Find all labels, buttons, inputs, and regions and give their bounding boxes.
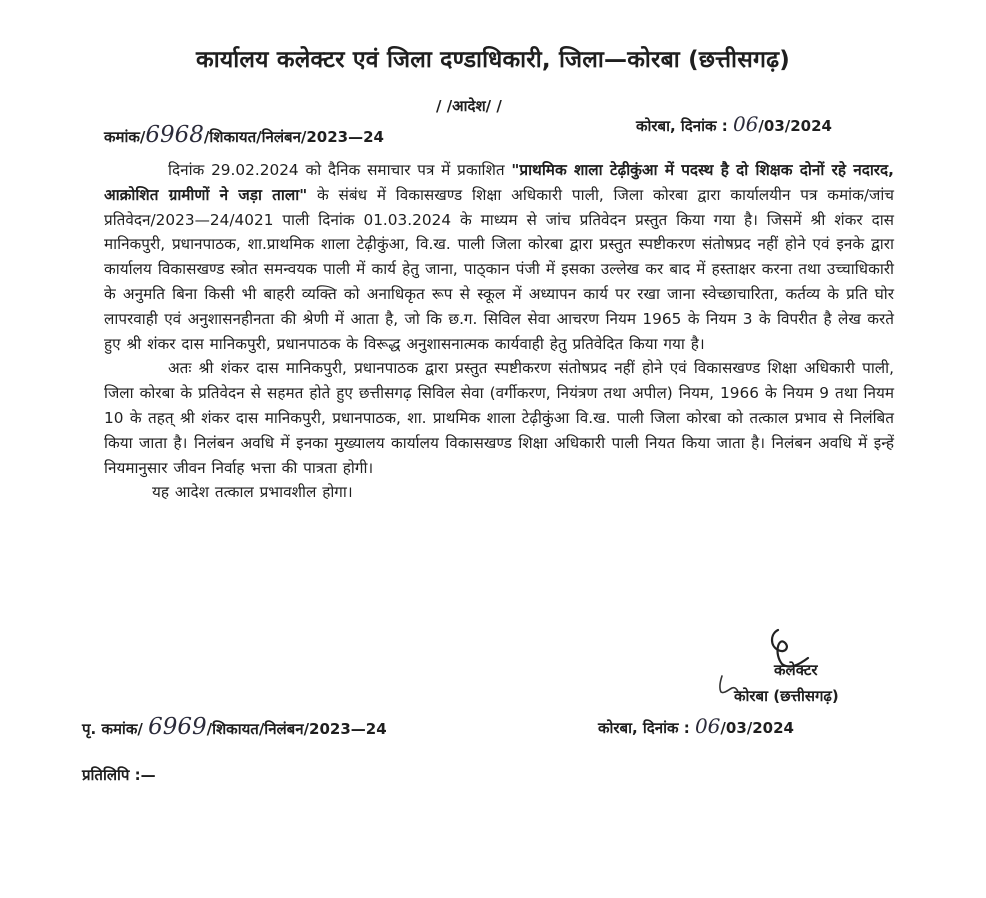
handwritten-endorsement-day: 06 xyxy=(694,714,721,738)
endorsement-date xyxy=(598,714,794,738)
order-reference xyxy=(104,122,384,148)
date-prefix: कोरबा, दिनांक : xyxy=(636,117,728,135)
endorsement-suffix: /शिकायत/निलंबन/2023—24 xyxy=(206,720,387,738)
handwritten-endorsement-number: 6969 xyxy=(148,714,207,740)
reference-prefix: कमांक/ xyxy=(104,128,146,146)
order-body xyxy=(104,158,894,505)
endorsement-date-rest: /03/2024 xyxy=(720,719,794,737)
order-date xyxy=(636,112,832,136)
copy-to-label: प्रतिलिपि :— xyxy=(82,766,156,784)
paragraph-1-details: के संबंध में विकासखण्ड शिक्षा अधिकारी पाली, जिला कोरबा द्वारा कार्यालयीन पत्र कमांक/जांच प्रतिवेदन/2023—24/4021 पाली दिनांक 01.03.2024 के माध्यम से जांच प्रतिवेदन प्रस्तुत किया गया है। जिसमें श्री शंकर दास मानिकपुरी, प्रधानपाठक, शा.प्राथमिक शाला टेढ़ीकुंआ, वि.ख. पाली जिला कोरबा द्वारा प्रस्तुत स्पष्टीकरण संतोषप्रद नहीं होने एवं इनके द्वारा कार्यालय विकासखण्ड स्त्रोत समन्वयक पाली में कार्य हेतु जाना, पाठ्कान पंजी में इसका उल्लेख कर बाद में हस्ताक्षर करना तथा उच्चाधिकारी के अनुमति बिना किसी भी बाहरी व्यक्ति को अनाधिकृत रूप से स्कूल में अध्यापन कार्य पर रखा जाना स्वेच्छाचारिता, कर्तव्य के प्रति घोर लापरवाही एवं अनुशासनहीनता की श्रेणी में आता है, जो कि छ.ग. सिविल सेवा आचरण नियम 1965 के नियम 3 के विपरीत है लेख करते हुए श्री शंकर दास मानिकपुरी, प्रधानपाठक के विरूद्ध अनुशासनात्मक कार्यवाही हेतु प्रतिवेदित किया गया है। xyxy=(104,185,894,353)
order-heading: / /आदेश/ / xyxy=(436,97,502,115)
handwritten-order-number: 6968 xyxy=(145,122,204,148)
signatory-title: कलेक्टर xyxy=(774,661,818,679)
paragraph-background xyxy=(104,158,894,356)
paragraph-1-intro: दिनांक 29.02.2024 को दैनिक समाचार पत्र में प्रकाशित xyxy=(168,161,505,179)
signatory-place: कोरबा (छत्तीसगढ़) xyxy=(734,687,839,705)
handwritten-date-day: 06 xyxy=(732,112,759,136)
endorsement-prefix: पृ. कमांक/ xyxy=(82,720,143,738)
endorsement-reference xyxy=(82,714,387,740)
office-title: कार्यालय कलेक्टर एवं जिला दण्डाधिकारी, जिला—कोरबा (छत्तीसगढ़) xyxy=(196,47,790,73)
reference-suffix: /शिकायत/निलंबन/2023—24 xyxy=(203,128,384,146)
date-rest: /03/2024 xyxy=(758,117,832,135)
news-headline: "प्राथमिक शाला टेढ़ीकुंआ में पदस्थ है दो शिक्षक दोनों रहे नदारद, आक्रोशित ग्रामीणों ने जड़ा ताला" xyxy=(104,161,894,204)
endorsement-date-prefix: कोरबा, दिनांक : xyxy=(598,719,690,737)
paragraph-suspension: अतः श्री शंकर दास मानिकपुरी, प्रधानपाठक द्वारा प्रस्तुत स्पष्टीकरण संतोषप्रद नहीं होने एवं विकासखण्ड शिक्षा अधिकारी पाली, जिला कोरबा के प्रतिवेदन से सहमत होते हुए छत्तीसगढ़ सिविल सेवा (वर्गीकरण, नियंत्रण तथा अपील) नियम, 1966 के नियम 9 तथा नियम 10 के तहत् श्री शंकर दास मानिकपुरी, प्रधानपाठक, शा. प्राथमिक शाला टेढ़ीकुंआ वि.ख. पाली जिला कोरबा को तत्काल प्रभाव से निलंबित किया जाता है। निलंबन अवधि में इनका मुख्यालय कार्यालय विकासखण्ड शिक्षा अधिकारी पाली नियत किया जाता है। निलंबन अवधि में इन्हें नियमानुसार जीवन निर्वाह भत्ता की पात्रता होगी। xyxy=(104,359,894,477)
paragraph-effective: यह आदेश तत्काल प्रभावशील होगा। xyxy=(152,483,353,502)
